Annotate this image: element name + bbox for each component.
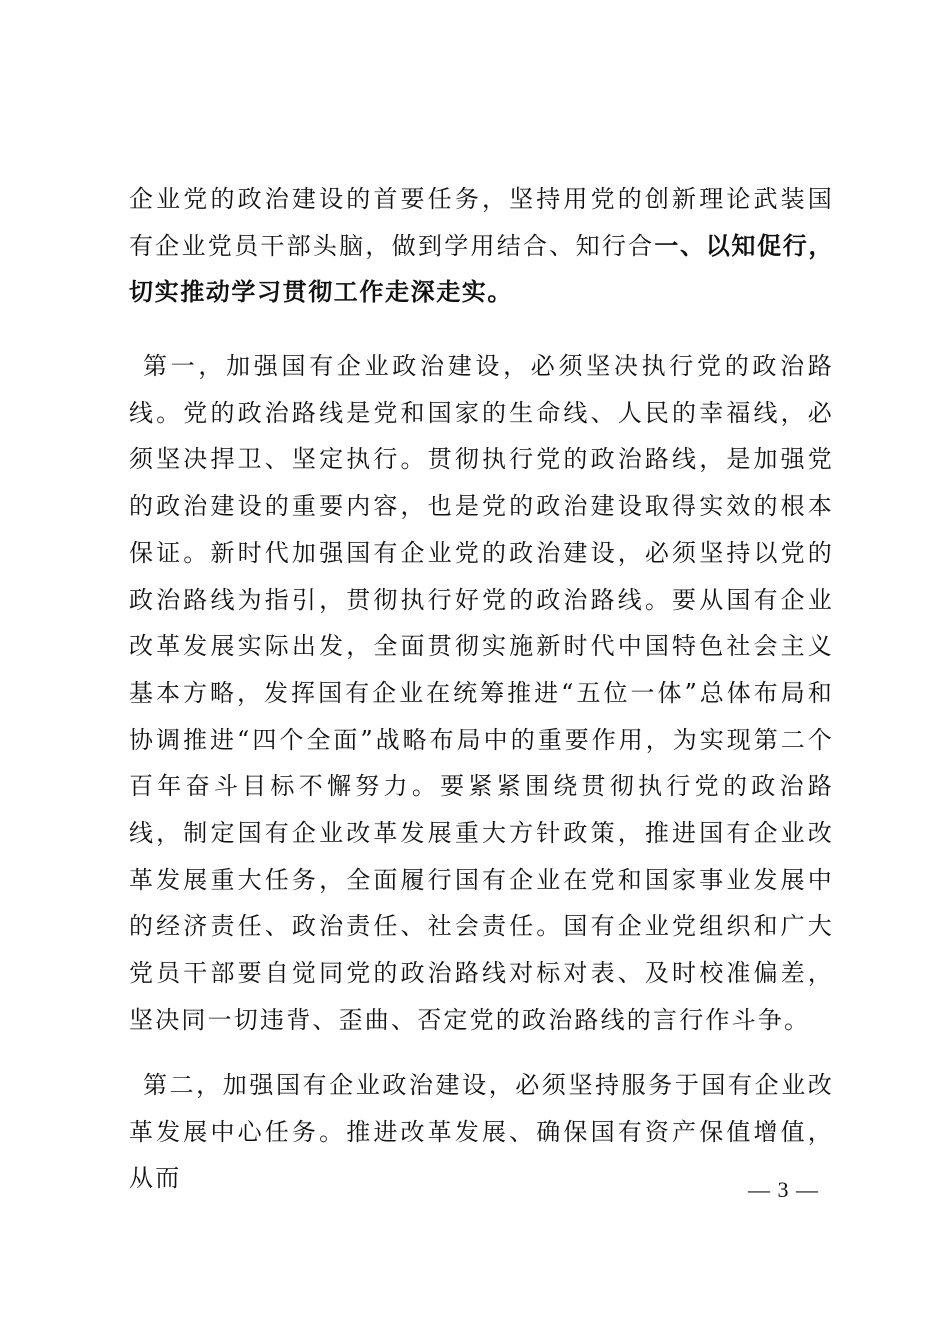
paragraph-intro-bold-heading: 一、以知促行，切实推动学习贯彻工作走深走实。 bbox=[129, 231, 835, 307]
paragraph-second: 第二，加强国有企业政治建设，必须坚持服务于国有企业改革发展中心任务。推进改革发展、确保国有资产保值增值，从而 bbox=[129, 1071, 834, 1193]
page-number: — 3 — bbox=[748, 1177, 819, 1202]
paragraph-intro bbox=[129, 176, 834, 316]
paragraph-intro-text: 企业党的政治建设的首要任务，坚持用党的创新理论武装国有企业党员干部头脑，做到学用结合、知行合 bbox=[129, 185, 834, 260]
paragraph-first: 第一，加强国有企业政治建设，必须坚决执行党的政治路线。党的政治路线是党和国家的生命线、人民的幸福线，必须坚决捍卫、坚定执行。贯彻执行党的政治路线，是加强党的政治建设的重要内容，也是党的政治建设取得实效的根本保证。新时代加强国有企业党的政治建设，必须坚持以党的政治路线为指引，贯彻执行好党的政治路线。要从国有企业改革发展实际出发，全面贯彻实施新时代中国特色社会主义基本方略，发挥国有企业在统筹推进“五位一体”总体布局和协调推进“四个全面”战略布局中的重要作用，为实现第二个百年奋斗目标不懈努力。要紧紧围绕贯彻执行党的政治路线，制定国有企业改革发展重大方针政策，推进国有企业改革发展重大任务，全面履行国有企业在党和国家事业发展中的经济责任、政治责任、社会责任。国有企业党组织和广大党员干部要自觉同党的政治路线对标对表、及时校准偏差，坚决同一切违背、歪曲、否定党的政治路线的言行作斗争。 bbox=[129, 352, 834, 1034]
